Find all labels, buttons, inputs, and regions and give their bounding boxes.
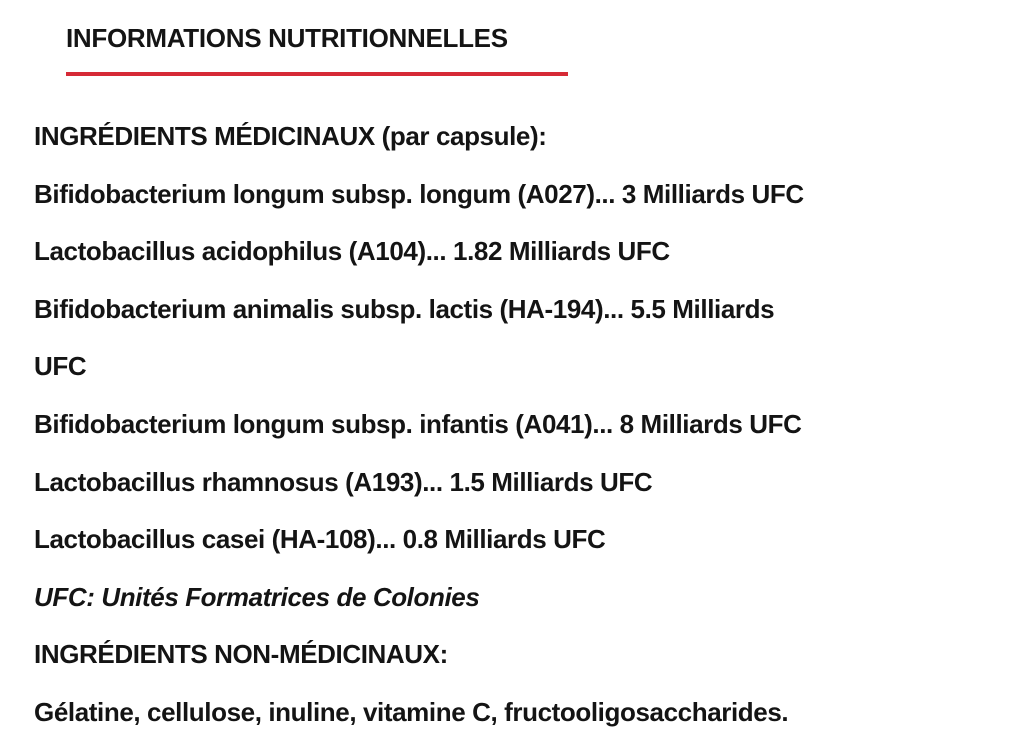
ingredient-line: Lactobacillus rhamnosus (A193)... 1.5 Milliards UFC bbox=[34, 466, 653, 497]
tab-active-underline bbox=[66, 72, 568, 76]
non-medicinal-ingredients-heading: INGRÉDIENTS NON-MÉDICINAUX: bbox=[34, 639, 448, 670]
non-medicinal-ingredients-list: Gélatine, cellulose, inuline, vitamine C, fructooligosaccharides. bbox=[34, 696, 789, 727]
nutrition-info-panel bbox=[34, 108, 994, 742]
tab-nutrition-info[interactable] bbox=[66, 0, 568, 77]
tab-title: INFORMATIONS NUTRITIONNELLES bbox=[66, 23, 508, 53]
ingredient-line: Lactobacillus casei (HA-108)... 0.8 Milliards UFC bbox=[34, 524, 606, 555]
medicinal-ingredients-heading: INGRÉDIENTS MÉDICINAUX (par capsule): bbox=[34, 121, 547, 151]
ingredient-line: Bifidobacterium animalis subsp. lactis (HA-194)... 5.5 Milliards bbox=[34, 293, 775, 324]
ingredient-line: Lactobacillus acidophilus (A104)... 1.82 Milliards UFC bbox=[34, 236, 670, 267]
ingredient-line: Bifidobacterium longum subsp. longum (A027)... 3 Milliards UFC bbox=[34, 178, 804, 209]
ingredient-line-wrap: UFC bbox=[34, 351, 87, 382]
ingredient-line: Bifidobacterium longum subsp. infantis (A041)... 8 Milliards UFC bbox=[34, 408, 802, 439]
ufc-definition-note: UFC: Unités Formatrices de Colonies bbox=[34, 581, 480, 612]
